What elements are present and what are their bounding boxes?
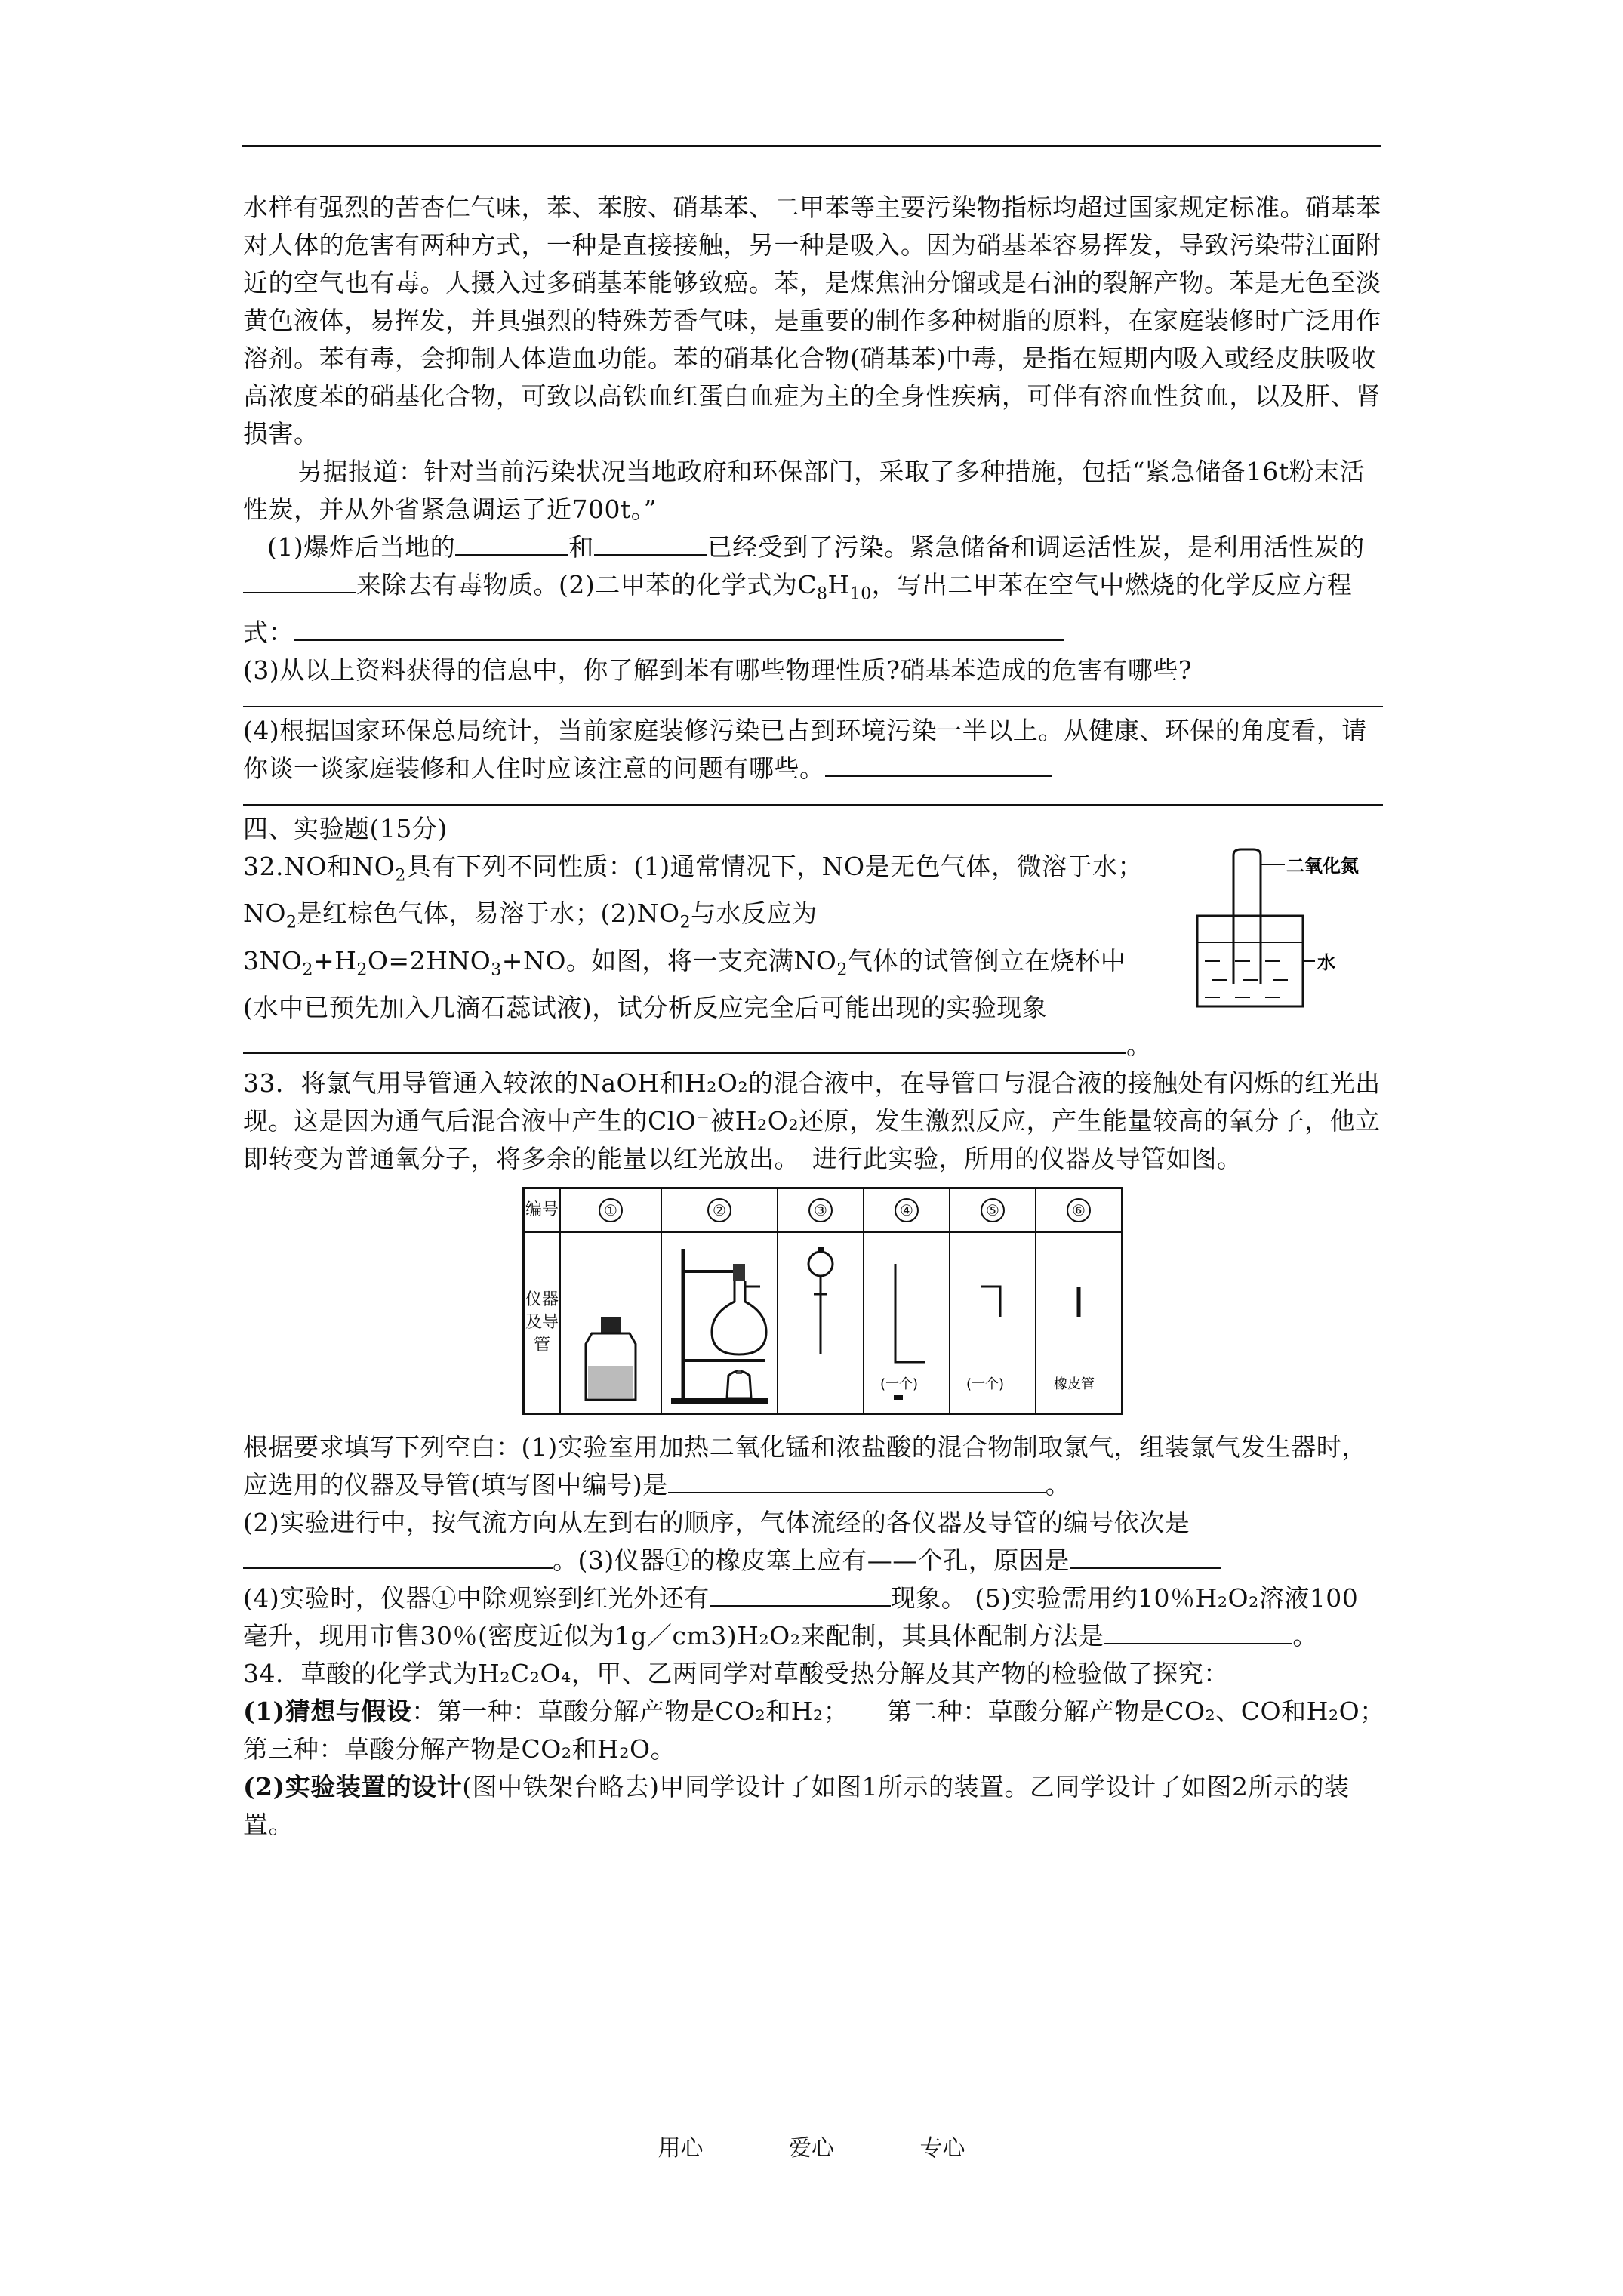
instrument-1-bottle [560,1232,661,1414]
instrument-table-figure [522,1187,1383,1415]
answer-blank[interactable] [243,1027,1126,1054]
content-area [243,189,1424,1844]
instrument-4-long-tube [864,1232,950,1414]
question-33-part-3: (4)实验时，仪器①中除观察到红光外还有 现象。 (5)实验需用约10％H₂O₂溶液100毫升，现用市售30％(密度近似为1g／cm3)H₂O₂来配制，其具体配制方法是 。 [243,1579,1383,1655]
instrument-6-rubber-tube [1036,1232,1123,1414]
footer-text-3: 专心 [919,2135,965,2162]
footer-text-2: 爱心 [789,2135,834,2162]
svg-text:(一个): (一个) [966,1376,1005,1393]
answer-line[interactable] [243,689,1383,707]
question-33-text: 33．将氯气用导管通入较浓的NaOH和H₂O₂的混合液中，在导管口与混合液的接触处有闪烁的红光出现。这是因为通气后混合液中产生的ClO⁻被H₂O₂还原，发生激烈反应，产生能量较高的氧分子，他立即转变为普通氧分子，将多余的能量以红光放出。 进行此实验，所用的仪器及导管如图。 [243,1068,1381,1174]
svg-text:(一个): (一个) [880,1376,919,1393]
question-32-text: 32.NO和$NO_2$具有下列不同性质：(1)通常情况下，NO是无色气体，微溶于水；$NO_2$是红棕色气体，易溶于水；$(2)NO_2$与水反应为$3NO_2+H_2O=2HNO_3+NO$。如图，将一支充满$NO_2$气体的试管倒立在烧杯中(水中已预先加入几滴石蕊试液)，试分析反应完全后可能出现的实验现象 [243,851,1144,1023]
instrument-5-short-tube [950,1232,1036,1414]
table-header-label: 编号 [524,1188,561,1233]
footer-text-1: 用心 [658,2135,704,2162]
answer-blank[interactable] [243,1542,553,1569]
question-34-hypothesis: (1)猜想与假设：第一种：草酸分解产物是CO₂和H₂； 第二种：草酸分解产物是CO₂、CO和H₂O； 第三种：草酸分解产物是CO₂和H₂O。 [243,1697,1424,1764]
section-heading: 四、实验题(15分) [243,813,448,843]
question-34-intro: 34．草酸的化学式为H₂C₂O₄，甲、乙两同学对草酸受热分解及其产物的检验做了探究： [243,1659,1229,1689]
header-rule [242,145,1381,147]
answer-blank[interactable] [710,1579,891,1607]
number-4: ④ [895,1198,919,1222]
question-33-part-1: 根据要求填写下列空白：(1)实验室用加热二氧化锰和浓盐酸的混合物制取氯气，组装氯气发生器时，应选用的仪器及导管(填写图中编号)是 。 [243,1432,1367,1500]
question-34-apparatus: (2)实验装置的设计(图中铁架台略去)甲同学设计了如图1所示的装置。乙同学设计了如图2所示的装置。 [243,1772,1350,1840]
answer-blank[interactable] [455,529,568,556]
instrument-2-flask-stand [661,1232,778,1414]
question-33-part-2: (2)实验进行中，按气流方向从左到右的顺序，气体流经的各仪器及导管的编号依次是。(3)仪器①的橡皮塞上应有——个孔，原因是 [243,1504,1383,1579]
answer-blank[interactable] [668,1466,1046,1493]
number-6: ⑥ [1067,1198,1091,1222]
inverted-test-tube-figure [1194,848,1383,1029]
number-3: ③ [808,1198,833,1222]
question-32: 32.NO和$NO_2$具有下列不同性质：(1)通常情况下，NO是无色气体，微溶于水；$NO_2$是红棕色气体，易溶于水；$(2)NO_2$与水反应为$3NO_2+H_2O=2HNO_3+NO$。如图，将一支充满$NO_2$气体的试管倒立在烧杯中(水中已预先加入几滴石蕊试液)，试分析反应完全后可能出现的实验现象 。 二氧化氮 水 [243,848,1383,1065]
answer-blank[interactable] [1104,1617,1292,1644]
question-3: (3)从以上资料获得的信息中，你了解到苯有哪些物理性质?硝基苯造成的危害有哪些? [243,655,1193,685]
answer-blank[interactable] [294,614,1064,641]
answer-blank[interactable] [1070,1542,1221,1569]
number-1: ① [599,1198,623,1222]
instrument-3-funnel [778,1232,864,1414]
label-nitrogen-dioxide: 二氧化氮 [1286,855,1359,877]
question-1-2: (1)爆炸后当地的 和 已经受到了污染。紧急储备和调运活性炭，是利用活性炭的来除去有毒物质。(2)二甲苯的化学式为$C_8H_{10}$，写出二甲苯在空气中燃烧的化学反应方程式： [243,529,1383,652]
question-4: (4)根据国家环保总局统计，当前家庭装修污染已占到环境污染一半以上。从健康、环保的角度看，请你谈一谈家庭装修和人住时应该注意的问题有哪些。 [243,715,1367,783]
page-footer [0,2129,1623,2162]
answer-blank[interactable] [825,750,1052,777]
paragraph-2: 另据报道：针对当前污染状况当地政府和环保部门，采取了多种措施，包括“紧急储备16t粉末活性炭，并从外省紧急调运了近700t。” [243,457,1366,524]
number-5: ⑤ [981,1198,1005,1222]
paragraph-1: 水样有强烈的苦杏仁气味，苯、苯胺、硝基苯、二甲苯等主要污染物指标均超过国家规定标准。硝基苯对人体的危害有两种方式，一种是直接接触，另一种是吸入。因为硝基苯容易挥发，导致污染带江面附近的空气也有毒。人摄入过多硝基苯能够致癌。苯，是煤焦油分馏或是石油的裂解产物。苯是无色至淡黄色液体，易挥发，并具强烈的特殊芳香气味，是重要的制作多种树脂的原料，在家庭装修时广泛用作溶剂。苯有毒，会抑制人体造血功能。苯的硝基化合物(硝基苯)中毒，是指在短期内吸入或经皮肤吸收高浓度苯的硝基化合物，可致以高铁血红蛋白血症为主的全身性疾病，可伴有溶血性贫血，以及肝、肾损害。 [243,193,1381,448]
label-water: 水 [1317,951,1335,973]
answer-line[interactable] [243,787,1383,806]
answer-blank[interactable] [243,566,356,593]
table-side-label: 仪器及导管 [524,1232,561,1414]
svg-text:橡皮管: 橡皮管 [1054,1376,1095,1393]
number-2: ② [707,1198,731,1222]
answer-blank[interactable] [594,529,707,556]
